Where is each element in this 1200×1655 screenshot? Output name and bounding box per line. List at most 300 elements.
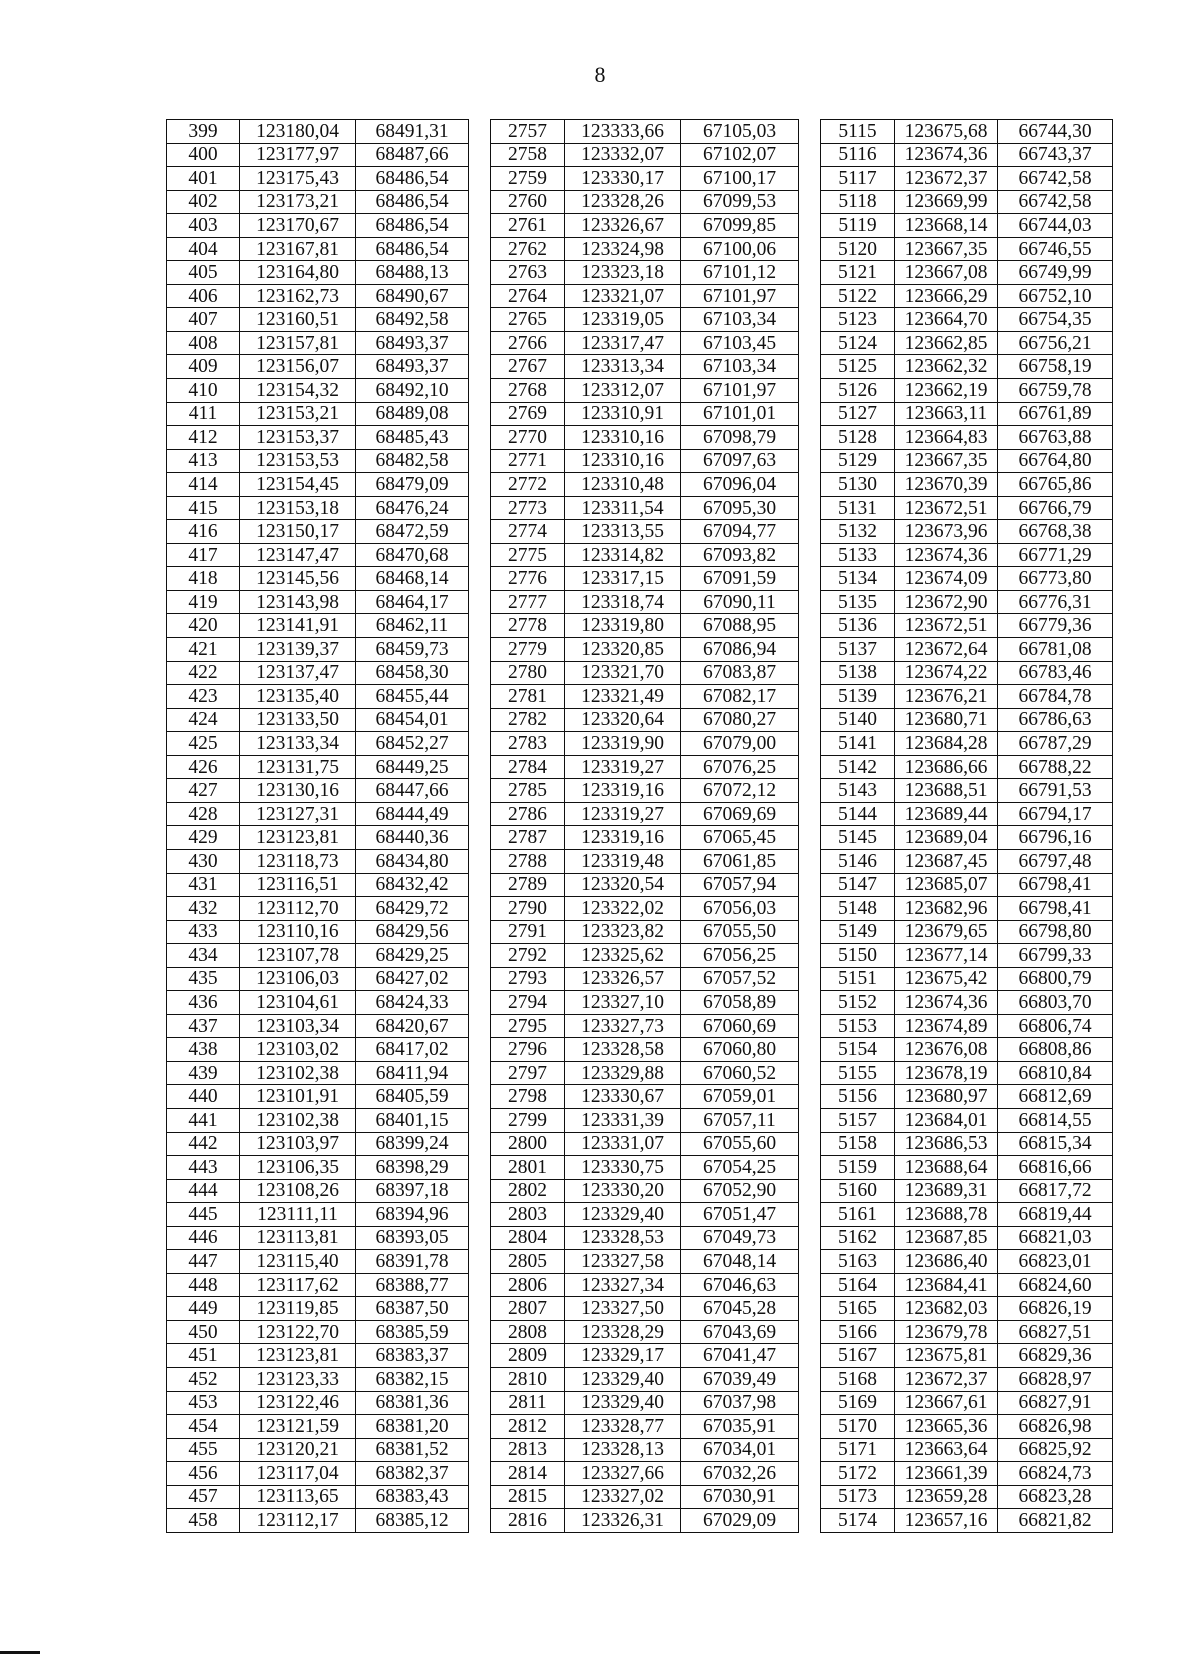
y-coordinate-cell: 67096,04 — [681, 473, 799, 497]
point-number-cell: 425 — [167, 732, 240, 756]
y-coordinate-cell: 68458,30 — [356, 661, 469, 685]
y-coordinate-cell: 66783,46 — [998, 661, 1113, 685]
y-coordinate-cell: 67102,07 — [681, 143, 799, 167]
y-coordinate-cell: 68405,59 — [356, 1085, 469, 1109]
y-coordinate-cell: 66817,72 — [998, 1179, 1113, 1203]
x-coordinate-cell: 123684,41 — [895, 1273, 998, 1297]
table-row — [167, 614, 1113, 638]
x-coordinate-cell: 123676,21 — [895, 685, 998, 709]
column-gap — [799, 143, 821, 167]
column-gap — [799, 1391, 821, 1415]
x-coordinate-cell: 123317,15 — [565, 567, 681, 591]
column-gap — [799, 638, 821, 662]
y-coordinate-cell: 68486,54 — [356, 167, 469, 191]
table-row — [167, 1438, 1113, 1462]
point-number-cell: 422 — [167, 661, 240, 685]
column-gap — [469, 1273, 491, 1297]
column-gap — [799, 1038, 821, 1062]
x-coordinate-cell: 123117,04 — [240, 1462, 356, 1486]
column-gap — [799, 1250, 821, 1274]
point-number-cell: 5167 — [821, 1344, 895, 1368]
x-coordinate-cell: 123682,03 — [895, 1297, 998, 1321]
y-coordinate-cell: 67056,03 — [681, 897, 799, 921]
y-coordinate-cell: 67086,94 — [681, 638, 799, 662]
point-number-cell: 2808 — [491, 1320, 565, 1344]
point-number-cell: 2784 — [491, 755, 565, 779]
y-coordinate-cell: 68476,24 — [356, 496, 469, 520]
table-row — [167, 1132, 1113, 1156]
table-row — [167, 991, 1113, 1015]
column-gap — [469, 567, 491, 591]
column-gap — [469, 1156, 491, 1180]
x-coordinate-cell: 123674,36 — [895, 543, 998, 567]
column-gap — [799, 1179, 821, 1203]
x-coordinate-cell: 123143,98 — [240, 590, 356, 614]
point-number-cell: 2757 — [491, 120, 565, 144]
y-coordinate-cell: 68417,02 — [356, 1038, 469, 1062]
y-coordinate-cell: 67060,80 — [681, 1038, 799, 1062]
column-gap — [469, 449, 491, 473]
point-number-cell: 2782 — [491, 708, 565, 732]
x-coordinate-cell: 123319,48 — [565, 849, 681, 873]
coordinates-table — [166, 119, 1113, 1533]
point-number-cell: 418 — [167, 567, 240, 591]
table-row — [167, 944, 1113, 968]
point-number-cell: 424 — [167, 708, 240, 732]
column-gap — [469, 1391, 491, 1415]
y-coordinate-cell: 68382,15 — [356, 1367, 469, 1391]
y-coordinate-cell: 67055,50 — [681, 920, 799, 944]
x-coordinate-cell: 123664,83 — [895, 426, 998, 450]
column-gap — [469, 331, 491, 355]
y-coordinate-cell: 67043,69 — [681, 1320, 799, 1344]
x-coordinate-cell: 123672,51 — [895, 614, 998, 638]
column-gap — [469, 1462, 491, 1486]
x-coordinate-cell: 123667,35 — [895, 449, 998, 473]
column-gap — [799, 708, 821, 732]
y-coordinate-cell: 66824,73 — [998, 1462, 1113, 1486]
y-coordinate-cell: 68486,54 — [356, 190, 469, 214]
x-coordinate-cell: 123689,04 — [895, 826, 998, 850]
x-coordinate-cell: 123324,98 — [565, 237, 681, 261]
y-coordinate-cell: 67049,73 — [681, 1226, 799, 1250]
x-coordinate-cell: 123310,16 — [565, 449, 681, 473]
x-coordinate-cell: 123329,88 — [565, 1061, 681, 1085]
column-gap — [469, 1179, 491, 1203]
point-number-cell: 2767 — [491, 355, 565, 379]
point-number-cell: 2798 — [491, 1085, 565, 1109]
y-coordinate-cell: 67100,17 — [681, 167, 799, 191]
x-coordinate-cell: 123674,36 — [895, 991, 998, 1015]
y-coordinate-cell: 67052,90 — [681, 1179, 799, 1203]
y-coordinate-cell: 67101,97 — [681, 379, 799, 403]
y-coordinate-cell: 67099,85 — [681, 214, 799, 238]
y-coordinate-cell: 67041,47 — [681, 1344, 799, 1368]
point-number-cell: 2764 — [491, 284, 565, 308]
point-number-cell: 2776 — [491, 567, 565, 591]
point-number-cell: 2771 — [491, 449, 565, 473]
point-number-cell: 412 — [167, 426, 240, 450]
x-coordinate-cell: 123310,48 — [565, 473, 681, 497]
y-coordinate-cell: 66756,21 — [998, 331, 1113, 355]
x-coordinate-cell: 123322,02 — [565, 897, 681, 921]
y-coordinate-cell: 66786,63 — [998, 708, 1113, 732]
column-gap — [799, 1226, 821, 1250]
y-coordinate-cell: 66826,98 — [998, 1415, 1113, 1439]
point-number-cell: 446 — [167, 1226, 240, 1250]
x-coordinate-cell: 123328,26 — [565, 190, 681, 214]
point-number-cell: 2810 — [491, 1367, 565, 1391]
y-coordinate-cell: 66744,30 — [998, 120, 1113, 144]
x-coordinate-cell: 123674,89 — [895, 1014, 998, 1038]
y-coordinate-cell: 66816,66 — [998, 1156, 1113, 1180]
point-number-cell: 2761 — [491, 214, 565, 238]
x-coordinate-cell: 123108,26 — [240, 1179, 356, 1203]
table-row — [167, 237, 1113, 261]
column-gap — [469, 120, 491, 144]
y-coordinate-cell: 66744,03 — [998, 214, 1113, 238]
column-gap — [469, 308, 491, 332]
x-coordinate-cell: 123675,42 — [895, 967, 998, 991]
y-coordinate-cell: 66761,89 — [998, 402, 1113, 426]
point-number-cell: 2778 — [491, 614, 565, 638]
x-coordinate-cell: 123117,62 — [240, 1273, 356, 1297]
x-coordinate-cell: 123164,80 — [240, 261, 356, 285]
scan-edge-mark — [0, 1651, 40, 1654]
y-coordinate-cell: 66824,60 — [998, 1273, 1113, 1297]
point-number-cell: 5128 — [821, 426, 895, 450]
column-gap — [799, 1297, 821, 1321]
point-number-cell: 5171 — [821, 1438, 895, 1462]
column-gap — [799, 685, 821, 709]
x-coordinate-cell: 123668,14 — [895, 214, 998, 238]
y-coordinate-cell: 67093,82 — [681, 543, 799, 567]
point-number-cell: 5161 — [821, 1203, 895, 1227]
column-gap — [469, 779, 491, 803]
table-row — [167, 1344, 1113, 1368]
column-gap — [469, 214, 491, 238]
y-coordinate-cell: 67101,01 — [681, 402, 799, 426]
x-coordinate-cell: 123674,09 — [895, 567, 998, 591]
point-number-cell: 407 — [167, 308, 240, 332]
column-gap — [469, 426, 491, 450]
table-row — [167, 1156, 1113, 1180]
y-coordinate-cell: 66810,84 — [998, 1061, 1113, 1085]
x-coordinate-cell: 123670,39 — [895, 473, 998, 497]
point-number-cell: 5126 — [821, 379, 895, 403]
y-coordinate-cell: 68432,42 — [356, 873, 469, 897]
column-gap — [469, 920, 491, 944]
point-number-cell: 411 — [167, 402, 240, 426]
y-coordinate-cell: 66827,91 — [998, 1391, 1113, 1415]
y-coordinate-cell: 68440,36 — [356, 826, 469, 850]
x-coordinate-cell: 123678,19 — [895, 1061, 998, 1085]
table-row — [167, 732, 1113, 756]
y-coordinate-cell: 66797,48 — [998, 849, 1113, 873]
y-coordinate-cell: 66821,82 — [998, 1509, 1113, 1533]
x-coordinate-cell: 123328,13 — [565, 1438, 681, 1462]
y-coordinate-cell: 68488,13 — [356, 261, 469, 285]
y-coordinate-cell: 66766,79 — [998, 496, 1113, 520]
table-row — [167, 685, 1113, 709]
x-coordinate-cell: 123153,21 — [240, 402, 356, 426]
y-coordinate-cell: 68472,59 — [356, 520, 469, 544]
y-coordinate-cell: 66779,36 — [998, 614, 1113, 638]
x-coordinate-cell: 123662,85 — [895, 331, 998, 355]
y-coordinate-cell: 67072,12 — [681, 779, 799, 803]
y-coordinate-cell: 67060,69 — [681, 1014, 799, 1038]
y-coordinate-cell: 68411,94 — [356, 1061, 469, 1085]
column-gap — [469, 1509, 491, 1533]
y-coordinate-cell: 68427,02 — [356, 967, 469, 991]
y-coordinate-cell: 68381,52 — [356, 1438, 469, 1462]
y-coordinate-cell: 67054,25 — [681, 1156, 799, 1180]
x-coordinate-cell: 123145,56 — [240, 567, 356, 591]
column-gap — [469, 284, 491, 308]
point-number-cell: 447 — [167, 1250, 240, 1274]
point-number-cell: 436 — [167, 991, 240, 1015]
point-number-cell: 2813 — [491, 1438, 565, 1462]
column-gap — [469, 1203, 491, 1227]
x-coordinate-cell: 123137,47 — [240, 661, 356, 685]
table-row — [167, 590, 1113, 614]
y-coordinate-cell: 67095,30 — [681, 496, 799, 520]
point-number-cell: 2768 — [491, 379, 565, 403]
y-coordinate-cell: 67048,14 — [681, 1250, 799, 1274]
column-gap — [469, 1038, 491, 1062]
x-coordinate-cell: 123107,78 — [240, 944, 356, 968]
y-coordinate-cell: 68397,18 — [356, 1179, 469, 1203]
x-coordinate-cell: 123311,54 — [565, 496, 681, 520]
y-coordinate-cell: 68420,67 — [356, 1014, 469, 1038]
point-number-cell: 5170 — [821, 1415, 895, 1439]
y-coordinate-cell: 68454,01 — [356, 708, 469, 732]
column-gap — [469, 685, 491, 709]
column-gap — [799, 520, 821, 544]
column-gap — [799, 355, 821, 379]
column-gap — [469, 1320, 491, 1344]
x-coordinate-cell: 123310,16 — [565, 426, 681, 450]
column-gap — [799, 449, 821, 473]
x-coordinate-cell: 123103,34 — [240, 1014, 356, 1038]
y-coordinate-cell: 67051,47 — [681, 1203, 799, 1227]
column-gap — [799, 991, 821, 1015]
column-gap — [469, 1108, 491, 1132]
x-coordinate-cell: 123677,14 — [895, 944, 998, 968]
y-coordinate-cell: 67032,26 — [681, 1462, 799, 1486]
y-coordinate-cell: 66798,41 — [998, 897, 1113, 921]
y-coordinate-cell: 66829,36 — [998, 1344, 1113, 1368]
table-row — [167, 1509, 1113, 1533]
y-coordinate-cell: 68429,25 — [356, 944, 469, 968]
table-row — [167, 355, 1113, 379]
y-coordinate-cell: 68381,20 — [356, 1415, 469, 1439]
x-coordinate-cell: 123667,08 — [895, 261, 998, 285]
point-number-cell: 440 — [167, 1085, 240, 1109]
table-row — [167, 567, 1113, 591]
x-coordinate-cell: 123122,46 — [240, 1391, 356, 1415]
column-gap — [799, 1132, 821, 1156]
point-number-cell: 438 — [167, 1038, 240, 1062]
x-coordinate-cell: 123319,27 — [565, 802, 681, 826]
x-coordinate-cell: 123122,70 — [240, 1320, 356, 1344]
x-coordinate-cell: 123110,16 — [240, 920, 356, 944]
point-number-cell: 452 — [167, 1367, 240, 1391]
point-number-cell: 5139 — [821, 685, 895, 709]
y-coordinate-cell: 67069,69 — [681, 802, 799, 826]
point-number-cell: 2802 — [491, 1179, 565, 1203]
y-coordinate-cell: 67090,11 — [681, 590, 799, 614]
x-coordinate-cell: 123684,01 — [895, 1108, 998, 1132]
x-coordinate-cell: 123121,59 — [240, 1415, 356, 1439]
point-number-cell: 2777 — [491, 590, 565, 614]
y-coordinate-cell: 67059,01 — [681, 1085, 799, 1109]
y-coordinate-cell: 66742,58 — [998, 190, 1113, 214]
x-coordinate-cell: 123328,53 — [565, 1226, 681, 1250]
y-coordinate-cell: 67060,52 — [681, 1061, 799, 1085]
table-row — [167, 638, 1113, 662]
point-number-cell: 5122 — [821, 284, 895, 308]
table-row — [167, 120, 1113, 144]
x-coordinate-cell: 123689,44 — [895, 802, 998, 826]
x-coordinate-cell: 123167,81 — [240, 237, 356, 261]
table-row — [167, 308, 1113, 332]
table-row — [167, 1179, 1113, 1203]
table-row — [167, 826, 1113, 850]
y-coordinate-cell: 68385,59 — [356, 1320, 469, 1344]
column-gap — [469, 1132, 491, 1156]
x-coordinate-cell: 123684,28 — [895, 732, 998, 756]
column-gap — [799, 1415, 821, 1439]
x-coordinate-cell: 123329,40 — [565, 1391, 681, 1415]
point-number-cell: 450 — [167, 1320, 240, 1344]
x-coordinate-cell: 123332,07 — [565, 143, 681, 167]
table-row — [167, 426, 1113, 450]
x-coordinate-cell: 123686,40 — [895, 1250, 998, 1274]
x-coordinate-cell: 123319,16 — [565, 826, 681, 850]
point-number-cell: 5146 — [821, 849, 895, 873]
y-coordinate-cell: 68387,50 — [356, 1297, 469, 1321]
point-number-cell: 445 — [167, 1203, 240, 1227]
column-gap — [469, 1085, 491, 1109]
column-gap — [799, 826, 821, 850]
point-number-cell: 5143 — [821, 779, 895, 803]
y-coordinate-cell: 68459,73 — [356, 638, 469, 662]
point-number-cell: 5142 — [821, 755, 895, 779]
x-coordinate-cell: 123329,40 — [565, 1203, 681, 1227]
point-number-cell: 435 — [167, 967, 240, 991]
x-coordinate-cell: 123327,73 — [565, 1014, 681, 1038]
point-number-cell: 2793 — [491, 967, 565, 991]
point-number-cell: 2769 — [491, 402, 565, 426]
x-coordinate-cell: 123663,11 — [895, 402, 998, 426]
column-gap — [469, 1438, 491, 1462]
y-coordinate-cell: 68486,54 — [356, 237, 469, 261]
point-number-cell: 448 — [167, 1273, 240, 1297]
point-number-cell: 5133 — [821, 543, 895, 567]
point-number-cell: 5153 — [821, 1014, 895, 1038]
point-number-cell: 2800 — [491, 1132, 565, 1156]
point-number-cell: 432 — [167, 897, 240, 921]
x-coordinate-cell: 123321,49 — [565, 685, 681, 709]
y-coordinate-cell: 68388,77 — [356, 1273, 469, 1297]
column-gap — [469, 355, 491, 379]
y-coordinate-cell: 66742,58 — [998, 167, 1113, 191]
y-coordinate-cell: 67094,77 — [681, 520, 799, 544]
point-number-cell: 433 — [167, 920, 240, 944]
column-gap — [469, 520, 491, 544]
column-gap — [469, 826, 491, 850]
y-coordinate-cell: 66825,92 — [998, 1438, 1113, 1462]
column-gap — [469, 614, 491, 638]
point-number-cell: 5132 — [821, 520, 895, 544]
column-gap — [469, 708, 491, 732]
y-coordinate-cell: 68462,11 — [356, 614, 469, 638]
x-coordinate-cell: 123147,47 — [240, 543, 356, 567]
y-coordinate-cell: 66812,69 — [998, 1085, 1113, 1109]
column-gap — [469, 543, 491, 567]
column-gap — [799, 1014, 821, 1038]
y-coordinate-cell: 67103,34 — [681, 308, 799, 332]
y-coordinate-cell: 68394,96 — [356, 1203, 469, 1227]
column-gap — [799, 1273, 821, 1297]
column-gap — [469, 802, 491, 826]
y-coordinate-cell: 67098,79 — [681, 426, 799, 450]
x-coordinate-cell: 123326,57 — [565, 967, 681, 991]
table-row — [167, 379, 1113, 403]
point-number-cell: 5130 — [821, 473, 895, 497]
column-gap — [799, 473, 821, 497]
point-number-cell: 456 — [167, 1462, 240, 1486]
y-coordinate-cell: 67103,34 — [681, 355, 799, 379]
x-coordinate-cell: 123320,64 — [565, 708, 681, 732]
x-coordinate-cell: 123130,16 — [240, 779, 356, 803]
y-coordinate-cell: 67079,00 — [681, 732, 799, 756]
y-coordinate-cell: 68447,66 — [356, 779, 469, 803]
point-number-cell: 5138 — [821, 661, 895, 685]
y-coordinate-cell: 67101,12 — [681, 261, 799, 285]
column-gap — [469, 661, 491, 685]
point-number-cell: 5134 — [821, 567, 895, 591]
column-gap — [799, 190, 821, 214]
table-row — [167, 520, 1113, 544]
point-number-cell: 2781 — [491, 685, 565, 709]
y-coordinate-cell: 68385,12 — [356, 1509, 469, 1533]
point-number-cell: 2770 — [491, 426, 565, 450]
point-number-cell: 2779 — [491, 638, 565, 662]
y-coordinate-cell: 67057,94 — [681, 873, 799, 897]
x-coordinate-cell: 123103,97 — [240, 1132, 356, 1156]
x-coordinate-cell: 123333,66 — [565, 120, 681, 144]
x-coordinate-cell: 123153,53 — [240, 449, 356, 473]
point-number-cell: 2773 — [491, 496, 565, 520]
y-coordinate-cell: 67099,53 — [681, 190, 799, 214]
point-number-cell: 458 — [167, 1509, 240, 1533]
point-number-cell: 5118 — [821, 190, 895, 214]
point-number-cell: 2759 — [491, 167, 565, 191]
y-coordinate-cell: 66808,86 — [998, 1038, 1113, 1062]
point-number-cell: 5172 — [821, 1462, 895, 1486]
x-coordinate-cell: 123688,51 — [895, 779, 998, 803]
y-coordinate-cell: 66798,41 — [998, 873, 1113, 897]
x-coordinate-cell: 123669,99 — [895, 190, 998, 214]
x-coordinate-cell: 123175,43 — [240, 167, 356, 191]
x-coordinate-cell: 123116,51 — [240, 873, 356, 897]
x-coordinate-cell: 123327,66 — [565, 1462, 681, 1486]
y-coordinate-cell: 67056,25 — [681, 944, 799, 968]
point-number-cell: 5165 — [821, 1297, 895, 1321]
x-coordinate-cell: 123327,02 — [565, 1485, 681, 1509]
